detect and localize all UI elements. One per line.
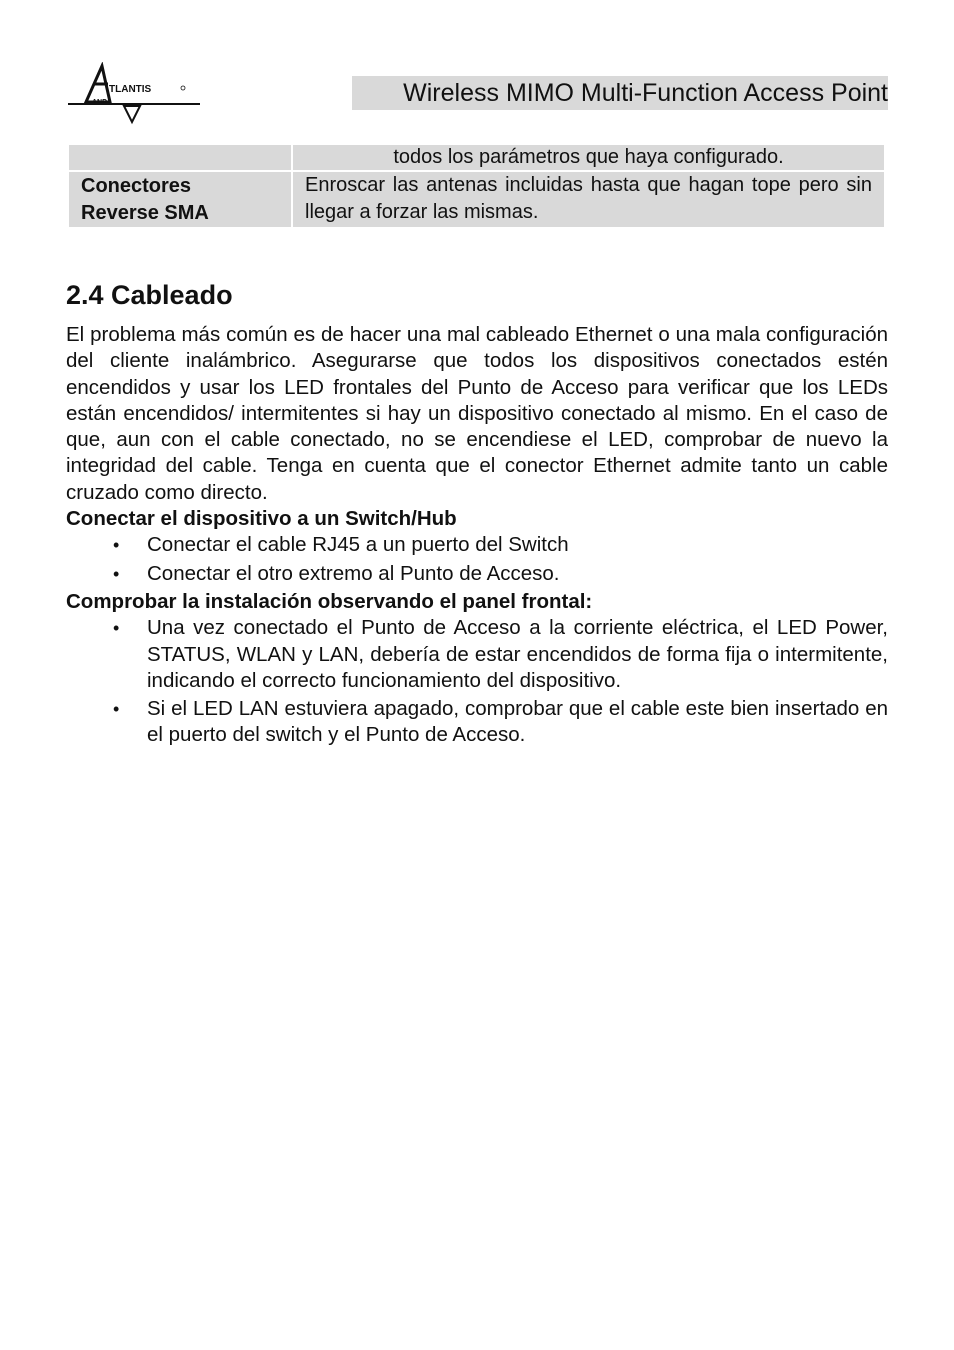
list-item — [66, 696, 888, 749]
intro-paragraph: El problema más común es de hacer una mal cableado Ethernet o una mala configuración del cliente inalámbrico. Asegurarse que todos los dispositivos conectados estén encendidos y usar los LED frontales del Punto de Acceso para verificar que los LEDs están encendidos/ intermitentes si hay un dispositivo conectado al mismo. En el caso de que, aun con el cable conectado, no se encendiese el LED, comprobar de nuevo la integridad del cable. Tenga en cuenta que el conector Ethernet admite tanto un cable cruzado como directo. — [66, 323, 888, 504]
table-row — [68, 171, 885, 228]
list-item-text: Conectar el otro extremo al Punto de Acceso. — [147, 561, 560, 585]
subheading: Conectar el dispositivo a un Switch/Hub — [66, 507, 457, 531]
bullet-icon: • — [113, 535, 120, 556]
atlantis-land-logo — [64, 62, 204, 126]
table-cell-label — [68, 171, 292, 228]
section-heading: 2.4 Cableado — [66, 280, 233, 310]
logo-text-bottom: AND — [92, 99, 108, 106]
bullet-icon: • — [113, 699, 120, 720]
list-item — [66, 615, 888, 694]
list-item-text: Una vez conectado el Punto de Acceso a la corriente eléctrica, el LED Power, STATUS, WLAN y LAN, debería de estar encendidos de forma fija o intermitente, indicando el correcto funcionamiento del dispositivo. — [147, 616, 888, 692]
table-cell-value: Enroscar las antenas incluidas hasta que hagan tope pero sin llegar a forzar las mismas. — [292, 171, 885, 228]
table-cell-value: todos los parámetros que haya configurado. — [292, 144, 885, 171]
bullet-list — [66, 615, 888, 748]
bullet-list — [66, 532, 888, 587]
table-row — [68, 144, 885, 171]
label-line: Reverse SMA — [81, 202, 209, 224]
table-cell-label — [68, 144, 292, 171]
list-item-text: Si el LED LAN estuviera apagado, comprobar que el cable este bien insertado en el puerto del switch y el Punto de Acceso. — [147, 697, 888, 747]
subheading: Comprobar la instalación observando el panel frontal: — [66, 589, 593, 613]
bullet-icon: • — [113, 618, 120, 639]
header-title: Wireless MIMO Multi-Function Access Point — [352, 76, 888, 110]
spec-table — [67, 143, 886, 229]
list-item — [66, 561, 888, 587]
logo-text-top: TLANTIS — [109, 84, 152, 95]
list-item-text: Conectar el cable RJ45 a un puerto del Switch — [147, 533, 569, 557]
bullet-icon: • — [113, 563, 120, 584]
list-item — [66, 532, 888, 558]
label-line: Conectores — [81, 175, 192, 197]
section-body — [66, 322, 888, 751]
